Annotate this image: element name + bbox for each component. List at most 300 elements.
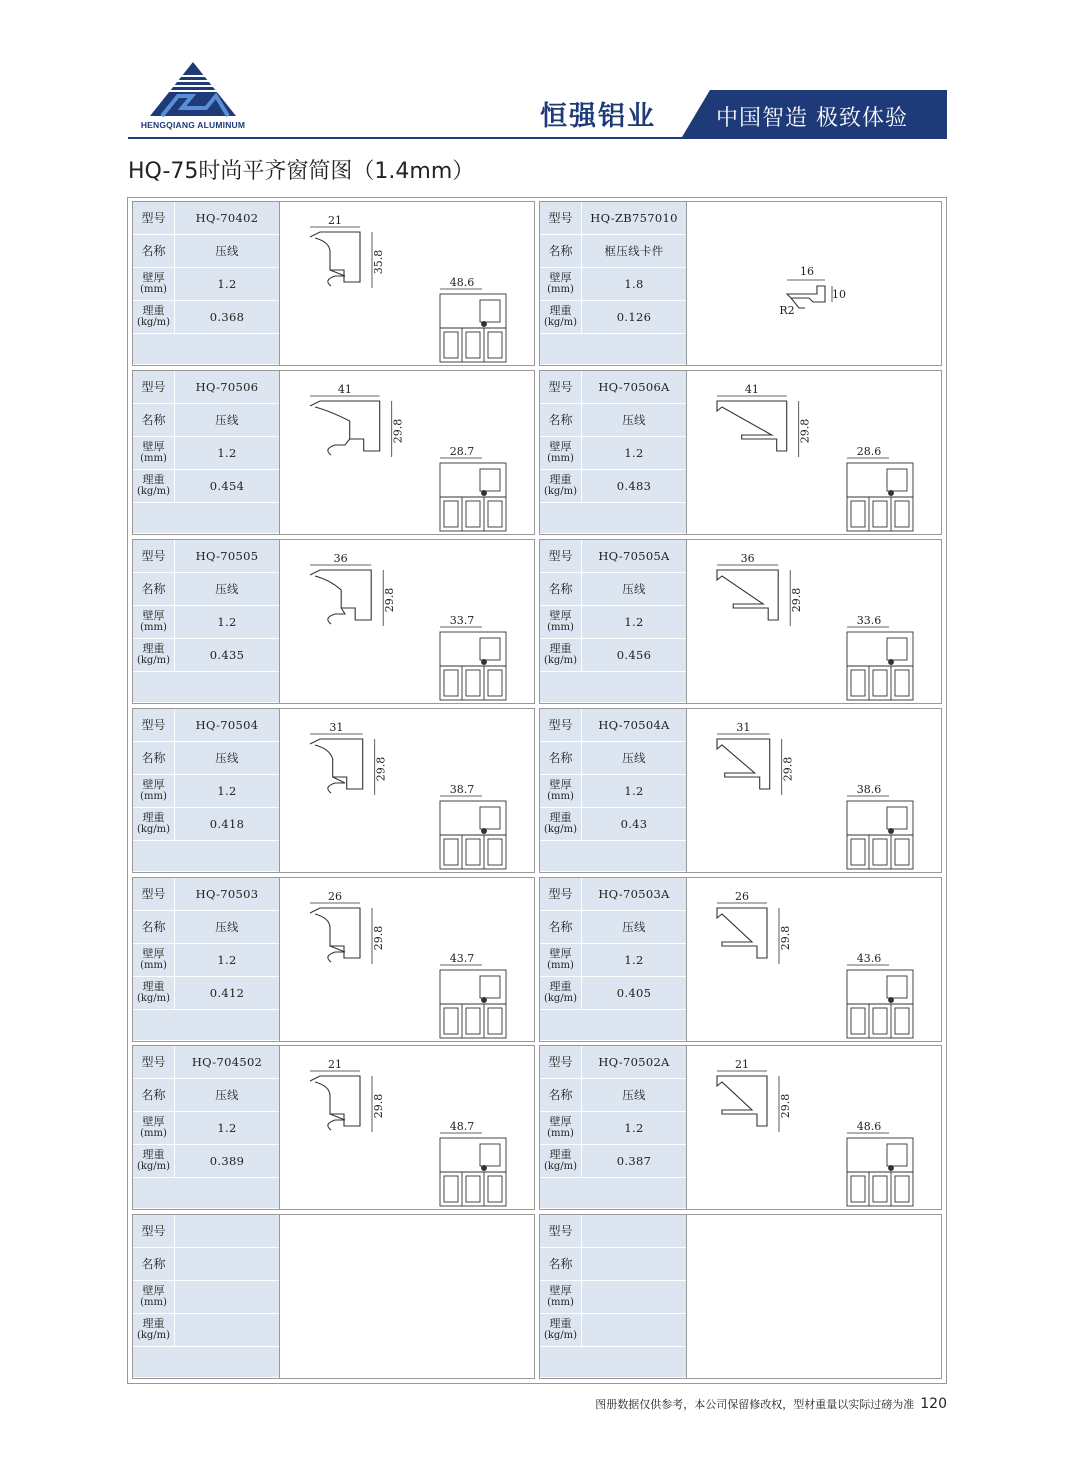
spec-label-text: 壁厚 (142, 440, 165, 453)
spec-value: 1.2 (175, 268, 279, 301)
footer-note: 图册数据仅供参考，本公司保留修改权，型材重量以实际过磅为准 (595, 1398, 915, 1411)
spec-label-text: 壁厚 (142, 947, 165, 960)
profile-drawing (687, 202, 944, 365)
spec-label (540, 977, 582, 1010)
spec-value: HQ-70505A (582, 540, 686, 573)
spec-label-text: 理重 (549, 304, 572, 317)
spec-label (133, 1145, 175, 1178)
spec-value: 压线 (175, 235, 279, 268)
assembly-drawing (440, 796, 506, 869)
spec-label (540, 808, 582, 841)
dimension-label: 36 (333, 552, 348, 565)
spec-value: 1.2 (175, 1112, 279, 1145)
spec-label (133, 808, 175, 841)
assembly-drawing (440, 289, 506, 362)
spec-blank-row (540, 1347, 686, 1378)
spec-value: 1.2 (582, 775, 686, 808)
dimension-label: 29.8 (391, 418, 405, 444)
profile-drawing (280, 540, 537, 703)
spec-value: 压线 (582, 911, 686, 944)
dimension-label: 28.7 (449, 445, 475, 458)
dimension-lines (717, 1071, 779, 1132)
spec-label-text: 壁厚 (549, 1284, 572, 1297)
profile-card (539, 708, 942, 873)
spec-unit-text: (kg/m) (136, 655, 171, 666)
spec-value (582, 1281, 686, 1314)
spec-unit-text: (kg/m) (543, 1161, 578, 1172)
spec-label (540, 944, 582, 977)
spec-label (540, 1145, 582, 1178)
spec-label (133, 606, 175, 639)
spec-label-text: 理重 (142, 304, 165, 317)
spec-label (540, 470, 582, 503)
dimension-label: 33.6 (856, 614, 882, 627)
profile-section-drawing (717, 401, 787, 451)
dimension-label: 33.7 (449, 614, 475, 627)
dimension-lines (717, 903, 779, 964)
spec-label-text: 型号 (141, 1224, 166, 1238)
spec-unit-text: (kg/m) (543, 1330, 578, 1341)
spec-label-text: 壁厚 (142, 778, 165, 791)
spec-blank-row (540, 672, 686, 703)
spec-label-text: 型号 (141, 211, 166, 225)
spec-label (133, 1215, 175, 1248)
spec-unit-text: (kg/m) (543, 993, 578, 1004)
spec-label (540, 371, 582, 404)
spec-unit-text: (mm) (140, 622, 167, 633)
spec-label-text: 名称 (141, 413, 166, 427)
dimension-label: 29.8 (383, 587, 397, 613)
spec-label-text: 名称 (548, 751, 573, 765)
spec-value: 0.454 (175, 470, 279, 503)
spec-label-text: 名称 (141, 582, 166, 596)
spec-label (133, 540, 175, 573)
spec-label-text: 壁厚 (549, 947, 572, 960)
spec-label (540, 1079, 582, 1112)
spec-label-text: 壁厚 (549, 440, 572, 453)
spec-value: HQ-70504 (175, 709, 279, 742)
spec-label (133, 235, 175, 268)
profile-drawing (280, 709, 537, 872)
spec-label-text: 壁厚 (549, 609, 572, 622)
spec-label (133, 709, 175, 742)
spec-label-text: 名称 (141, 244, 166, 258)
profile-drawing-area (686, 202, 944, 365)
spec-value: 压线 (175, 1079, 279, 1112)
dimension-label: 21 (328, 1058, 342, 1071)
dimension-label: 29.8 (798, 418, 812, 444)
assembly-drawing (440, 458, 506, 531)
assembly-drawing (440, 965, 506, 1038)
profile-card (132, 1214, 535, 1379)
spec-label-text: 型号 (548, 549, 573, 563)
spec-label-text: 壁厚 (549, 778, 572, 791)
profile-section-drawing (310, 908, 360, 962)
spec-unit-text: (kg/m) (136, 1161, 171, 1172)
spec-unit-text: (mm) (140, 453, 167, 464)
profile-drawing-area (686, 540, 944, 703)
spec-label (133, 437, 175, 470)
spec-blank-row (540, 1010, 686, 1041)
spec-label (540, 301, 582, 334)
dimension-label: 21 (735, 1058, 749, 1071)
spec-unit-text: (mm) (547, 453, 574, 464)
profile-section-drawing (717, 739, 770, 789)
profile-section-drawing (717, 570, 778, 620)
dimension-label: R2 (779, 304, 795, 317)
spec-label-text: 理重 (549, 1148, 572, 1161)
spec-label-text: 壁厚 (142, 271, 165, 284)
profile-drawing (687, 371, 944, 534)
spec-label (540, 268, 582, 301)
spec-value: 1.2 (175, 606, 279, 639)
dimension-label: 43.6 (856, 952, 882, 965)
spec-value (175, 1314, 279, 1347)
spec-label-text: 壁厚 (549, 271, 572, 284)
spec-label-text: 理重 (549, 811, 572, 824)
spec-blank-row (540, 1178, 686, 1209)
spec-label-text: 壁厚 (142, 1284, 165, 1297)
spec-blank-row (540, 334, 686, 365)
spec-label-text: 名称 (548, 920, 573, 934)
spec-value: HQ-ZB757010 (582, 202, 686, 235)
spec-value: 压线 (582, 404, 686, 437)
spec-label (133, 470, 175, 503)
spec-label (133, 911, 175, 944)
spec-label (133, 1281, 175, 1314)
profile-drawing (280, 878, 537, 1041)
spec-unit-text: (kg/m) (136, 486, 171, 497)
profile-drawing (280, 202, 537, 365)
spec-value: 0.126 (582, 301, 686, 334)
spec-value: HQ-704502 (175, 1046, 279, 1079)
spec-label (133, 1112, 175, 1145)
spec-label (133, 1046, 175, 1079)
profile-section-drawing (310, 570, 371, 624)
spec-value: 0.389 (175, 1145, 279, 1178)
spec-value: HQ-70506A (582, 371, 686, 404)
spec-value: 1.8 (582, 268, 686, 301)
spec-value: HQ-70503A (582, 878, 686, 911)
dimension-lines (310, 734, 375, 795)
dimension-label: 29.8 (372, 1093, 385, 1119)
header-divider (128, 137, 947, 139)
spec-label (133, 268, 175, 301)
spec-label (540, 709, 582, 742)
spec-label-text: 理重 (142, 1148, 165, 1161)
dimension-label: 31 (736, 721, 751, 734)
dimension-lines (717, 734, 782, 795)
spec-unit-text: (kg/m) (136, 1330, 171, 1341)
spec-label (133, 742, 175, 775)
page-number: 120 (920, 1396, 947, 1412)
profile-section-drawing (717, 1076, 767, 1126)
spec-label-text: 名称 (548, 1257, 573, 1271)
spec-unit-text: (mm) (140, 1297, 167, 1308)
spec-label-text: 名称 (548, 244, 573, 258)
spec-value: 0.483 (582, 470, 686, 503)
assembly-drawing (440, 627, 506, 700)
spec-label-text: 理重 (142, 1317, 165, 1330)
spec-label-text: 型号 (548, 1055, 573, 1069)
spec-label (540, 1215, 582, 1248)
spec-label-text: 理重 (142, 980, 165, 993)
spec-label-text: 理重 (549, 473, 572, 486)
spec-value: 1.2 (582, 437, 686, 470)
spec-value: 0.368 (175, 301, 279, 334)
spec-unit-text: (mm) (140, 791, 167, 802)
spec-blank-row (133, 1347, 279, 1378)
spec-blank-row (133, 503, 279, 534)
spec-blank-row (540, 503, 686, 534)
spec-label-text: 名称 (548, 582, 573, 596)
dimension-label: 29.8 (781, 756, 795, 782)
spec-value (175, 1281, 279, 1314)
profile-drawing-area (279, 709, 537, 872)
spec-label-text: 型号 (141, 718, 166, 732)
spec-value: 0.435 (175, 639, 279, 672)
spec-blank-row (133, 841, 279, 872)
dimension-label: 31 (329, 721, 344, 734)
spec-label-text: 壁厚 (142, 1115, 165, 1128)
spec-value: 压线 (175, 404, 279, 437)
spec-unit-text: (mm) (140, 960, 167, 971)
dimension-label: 29.8 (374, 756, 388, 782)
dimension-label: 43.7 (449, 952, 475, 965)
spec-label-text: 理重 (549, 642, 572, 655)
profile-drawing (687, 709, 944, 872)
profile-drawing-area (279, 1046, 537, 1209)
dimension-label: 29.8 (779, 1093, 792, 1119)
spec-label (540, 1314, 582, 1347)
assembly-drawing (847, 796, 913, 869)
spec-unit-text: (kg/m) (136, 993, 171, 1004)
profile-drawing-area (279, 878, 537, 1041)
dimension-lines (310, 565, 383, 626)
spec-unit-text: (mm) (547, 622, 574, 633)
slogan-text: 中国智造 极致体验 (716, 106, 908, 131)
spec-unit-text: (kg/m) (543, 655, 578, 666)
profile-card (539, 539, 942, 704)
spec-blank-row (133, 1178, 279, 1209)
spec-label-text: 名称 (141, 1257, 166, 1271)
spec-label-text: 型号 (548, 1224, 573, 1238)
spec-label (540, 235, 582, 268)
spec-unit-text: (mm) (140, 1128, 167, 1139)
spec-unit-text: (kg/m) (136, 824, 171, 835)
profile-card (539, 370, 942, 535)
spec-value (582, 1314, 686, 1347)
spec-label (133, 301, 175, 334)
spec-value (175, 1248, 279, 1281)
spec-label (133, 573, 175, 606)
dimension-label: 41 (337, 383, 352, 396)
profile-card (132, 539, 535, 704)
spec-value (582, 1215, 686, 1248)
spec-label (540, 1046, 582, 1079)
spec-label (133, 202, 175, 235)
dimension-lines (310, 1071, 372, 1132)
spec-label (133, 1248, 175, 1281)
profile-drawing-area (279, 371, 537, 534)
spec-unit-text: (mm) (547, 791, 574, 802)
profile-card (539, 1214, 942, 1379)
spec-unit-text: (mm) (547, 1128, 574, 1139)
profile-drawing-area (279, 540, 537, 703)
brand-name: 恒强铝业 (540, 101, 656, 132)
spec-label (133, 639, 175, 672)
profile-drawing-area (279, 1215, 537, 1378)
profile-section-drawing (310, 401, 380, 455)
assembly-drawing (847, 627, 913, 700)
spec-value: 1.2 (175, 437, 279, 470)
spec-label (540, 573, 582, 606)
profile-drawing (280, 371, 537, 534)
spec-label-text: 壁厚 (549, 1115, 572, 1128)
dimension-label: 26 (328, 890, 342, 903)
assembly-drawing (847, 458, 913, 531)
profile-drawing (687, 540, 944, 703)
assembly-drawing (440, 1133, 506, 1206)
spec-label (540, 1248, 582, 1281)
spec-label-text: 型号 (141, 1055, 166, 1069)
dimension-label: 41 (744, 383, 759, 396)
spec-label-text: 名称 (141, 920, 166, 934)
spec-label-text: 型号 (141, 887, 166, 901)
spec-value (582, 1248, 686, 1281)
spec-label-text: 型号 (548, 211, 573, 225)
dimension-lines (717, 565, 790, 626)
spec-label (540, 742, 582, 775)
spec-label-text: 型号 (548, 718, 573, 732)
spec-label (540, 202, 582, 235)
spec-label-text: 理重 (549, 1317, 572, 1330)
dimension-label: 29.8 (790, 587, 804, 613)
profile-drawing-area (279, 202, 537, 365)
spec-value: 1.2 (582, 944, 686, 977)
spec-value: HQ-70502A (582, 1046, 686, 1079)
dimension-label: 29.8 (372, 925, 385, 951)
spec-value: HQ-70402 (175, 202, 279, 235)
spec-unit-text: (mm) (547, 1297, 574, 1308)
spec-value: 压线 (582, 573, 686, 606)
spec-value: HQ-70505 (175, 540, 279, 573)
profile-card (132, 708, 535, 873)
spec-unit-text: (kg/m) (136, 317, 171, 328)
profile-card (132, 201, 535, 366)
dimension-label: 38.6 (856, 783, 882, 796)
spec-label (540, 639, 582, 672)
spec-value: 压线 (582, 1079, 686, 1112)
profile-card (132, 370, 535, 535)
spec-label-text: 理重 (142, 642, 165, 655)
assembly-drawing (847, 1133, 913, 1206)
spec-value: HQ-70504A (582, 709, 686, 742)
spec-value: HQ-70506 (175, 371, 279, 404)
dimension-label: 10 (832, 288, 846, 301)
spec-unit-text: (mm) (140, 284, 167, 295)
spec-label (133, 371, 175, 404)
spec-label-text: 名称 (548, 1088, 573, 1102)
logo-text: HENGQIANG ALUMINUM (140, 120, 246, 130)
profile-drawing-area (686, 878, 944, 1041)
spec-value: 0.43 (582, 808, 686, 841)
company-logo (128, 60, 258, 132)
dimension-lines (310, 227, 372, 288)
spec-value: 1.2 (175, 944, 279, 977)
spec-value: 1.2 (582, 1112, 686, 1145)
profile-card (132, 1045, 535, 1210)
spec-unit-text: (mm) (547, 960, 574, 971)
dimension-label: 35.8 (372, 249, 385, 275)
profile-drawing-area (686, 1046, 944, 1209)
spec-label-text: 名称 (141, 751, 166, 765)
profile-card (539, 1045, 942, 1210)
profile-section-drawing (310, 739, 363, 793)
dimension-label: 48.6 (449, 276, 475, 289)
spec-label (133, 775, 175, 808)
spec-value: 压线 (175, 742, 279, 775)
logo-mark-icon (148, 60, 238, 118)
spec-label-text: 型号 (141, 380, 166, 394)
spec-value: 压线 (175, 911, 279, 944)
spec-value: 压线 (582, 742, 686, 775)
profile-card (539, 201, 942, 366)
spec-label (540, 775, 582, 808)
spec-label-text: 理重 (142, 473, 165, 486)
profile-section-drawing (717, 908, 767, 958)
spec-value: 0.387 (582, 1145, 686, 1178)
spec-unit-text: (kg/m) (543, 486, 578, 497)
spec-unit-text: (kg/m) (543, 824, 578, 835)
spec-label (133, 878, 175, 911)
spec-label-text: 理重 (549, 980, 572, 993)
profile-drawing (687, 1046, 944, 1209)
spec-value: 1.2 (582, 606, 686, 639)
spec-label-text: 名称 (548, 413, 573, 427)
spec-label (133, 977, 175, 1010)
dimension-label: 26 (735, 890, 749, 903)
profile-card (539, 877, 942, 1042)
spec-unit-text: (mm) (547, 284, 574, 295)
spec-label (540, 606, 582, 639)
spec-label-text: 型号 (548, 380, 573, 394)
spec-value (175, 1215, 279, 1248)
spec-label (540, 1281, 582, 1314)
spec-label (133, 944, 175, 977)
spec-blank-row (133, 672, 279, 703)
profile-section-drawing (310, 232, 360, 286)
spec-label (133, 404, 175, 437)
spec-label (540, 878, 582, 911)
spec-label-text: 型号 (141, 549, 166, 563)
spec-value: 0.456 (582, 639, 686, 672)
assembly-drawing (847, 965, 913, 1038)
spec-label (133, 1079, 175, 1112)
dimension-label: 28.6 (856, 445, 882, 458)
profile-drawing (687, 878, 944, 1041)
page-title: HQ-75时尚平齐窗简图（1.4mm） (128, 159, 475, 184)
dimension-lines (310, 903, 372, 964)
profile-card (132, 877, 535, 1042)
spec-label (540, 437, 582, 470)
profile-drawing-area (686, 709, 944, 872)
spec-label (540, 911, 582, 944)
spec-label-text: 理重 (142, 811, 165, 824)
dimension-label: 48.7 (449, 1120, 475, 1133)
spec-blank-row (540, 841, 686, 872)
spec-label-text: 名称 (141, 1088, 166, 1102)
